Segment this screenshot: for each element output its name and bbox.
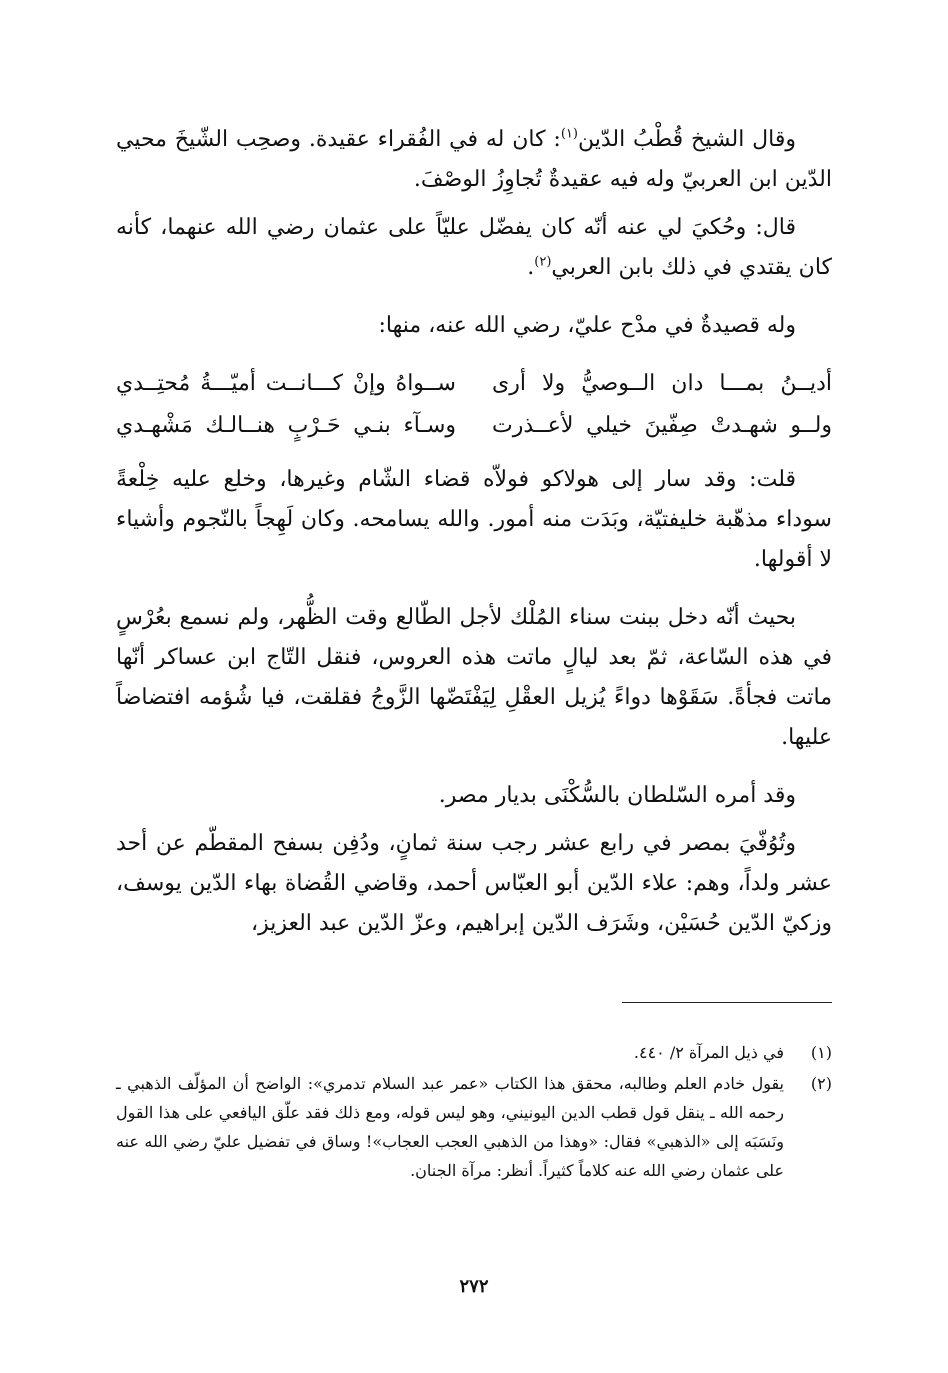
paragraph-4: قلت: وقد سار إلى هولاكو فولاّه قضاء الشّام وغيرها، وخلع عليه خِلْعةً سوداء مذهّبة خليفتيّة، وبَدَت منه أمور. والله يسامحه. وكان لَهِجاً بالنّجوم وأشياء لا أقولها. <box>116 467 832 572</box>
verse-1-first-hemistich: أديــنُ بمـــا دان الــوصيُّ ولا أرى <box>492 371 832 396</box>
poem <box>116 364 832 446</box>
verse-2-first-hemistich: ولــو شهـدتْ صِفّينَ خيلي لأعــذرت <box>492 413 832 438</box>
verse-1-second-hemistich: ســواهُ وإنْ كـــانــت أميّـــةُ مُحتِــدي <box>116 371 456 396</box>
paragraph-5: بحيث أنّه دخل ببنت سناء المُلْك لأجل الطّالع وقت الظُّهر، ولم نسمع بعُرْسٍ في هذه السّاعة، ثمّ بعد ليالٍ ماتت هذه العروس، فنقل التّاج ابن عساكر أنّها ماتت فجأةً. سَقَوْها دواءً يُزيل العقْلِ لِيَفْتَضّها الزَّوجُ فقلقت، فيا شُؤمه افتضاضاً عليها. <box>116 605 832 750</box>
footnote-number: (١) <box>810 1043 832 1062</box>
footnote-text: يقول خادم العلم وطالبه، محقق هذا الكتاب «عمر عبد السلام تدمري»: الواضح أن المؤلّف الذهبي ـ رحمه الله ـ ينقل قول قطب الدين اليونيني، وهو ليس قوله، ومع ذلك فقد علّق اليافعي على هذا القول ونَسَبَه إلى «الذهبي» فقال: «وهذا من الذهبي العجب العجاب»! وساق في تفضيل عليّ رضي الله عنه على عثمان رضي الله عنه كلاماً كثيراً. أنظر: مرآة الجنان. <box>116 1074 785 1180</box>
footnote-text: في ذيل المرآة ٢/ ٤٤٠. <box>633 1043 784 1062</box>
footnote-ref-2: (٢) <box>534 254 552 270</box>
verse-line-1 <box>116 364 832 404</box>
text-span: وقال الشيخ قُطْبُ الدّين <box>577 127 796 152</box>
text-span: . <box>527 255 535 280</box>
verse-line-2 <box>116 406 832 446</box>
paragraph-3: وله قصيدةٌ في مدْح عليّ، رضي الله عنه، منها: <box>378 313 796 338</box>
footnote-ref-1: (١) <box>560 126 578 142</box>
footnotes <box>116 1038 832 1187</box>
paragraph-7: وتُوُفّيَ بمصر في رابع عشر رجب سنة ثمانٍ، ودُفِن بسفح المقطّم عن أحد عشر ولداً، وهم: علاء الدّين أبو العبّاس أحمد، وقاضي القُضاة بهاء الدّين يوسف، وزكيّ الدّين حُسَيْن، وشَرَف الدّين إبراهيم، وعزّ الدّين عبد العزيز، <box>116 831 832 936</box>
verse-2-second-hemistich: وسـآء بنـي حَـرْبٍ هنــالـك مَشْهـدي <box>116 413 456 438</box>
page-number: ٢٧٢ <box>459 1276 489 1297</box>
text-span: : كان له في الفُقراء عقيدة. وصحِب الشّيخَ محيي الدّين ابن العربيّ وله فيه عقيدةٌ تُجاوِزُ الوصْفَ. <box>116 127 832 192</box>
paragraph-6: وقد أمره السّلطان بالسُّكْنَى بديار مصر. <box>438 783 796 808</box>
footnote-separator <box>622 1002 832 1003</box>
footnote-1 <box>116 1038 832 1067</box>
footnote-number: (٢) <box>810 1074 832 1093</box>
text-span: قال: وحُكيَ لي عنه أنّه كان يفضّل عليّاً على عثمان رضي الله عنهما، كأنه كان يقتدي في ذلك بابن العربي <box>116 215 832 280</box>
paragraph-1 <box>116 120 832 200</box>
footnote-2 <box>116 1069 832 1185</box>
paragraph-2 <box>116 208 832 288</box>
main-text <box>116 120 832 962</box>
